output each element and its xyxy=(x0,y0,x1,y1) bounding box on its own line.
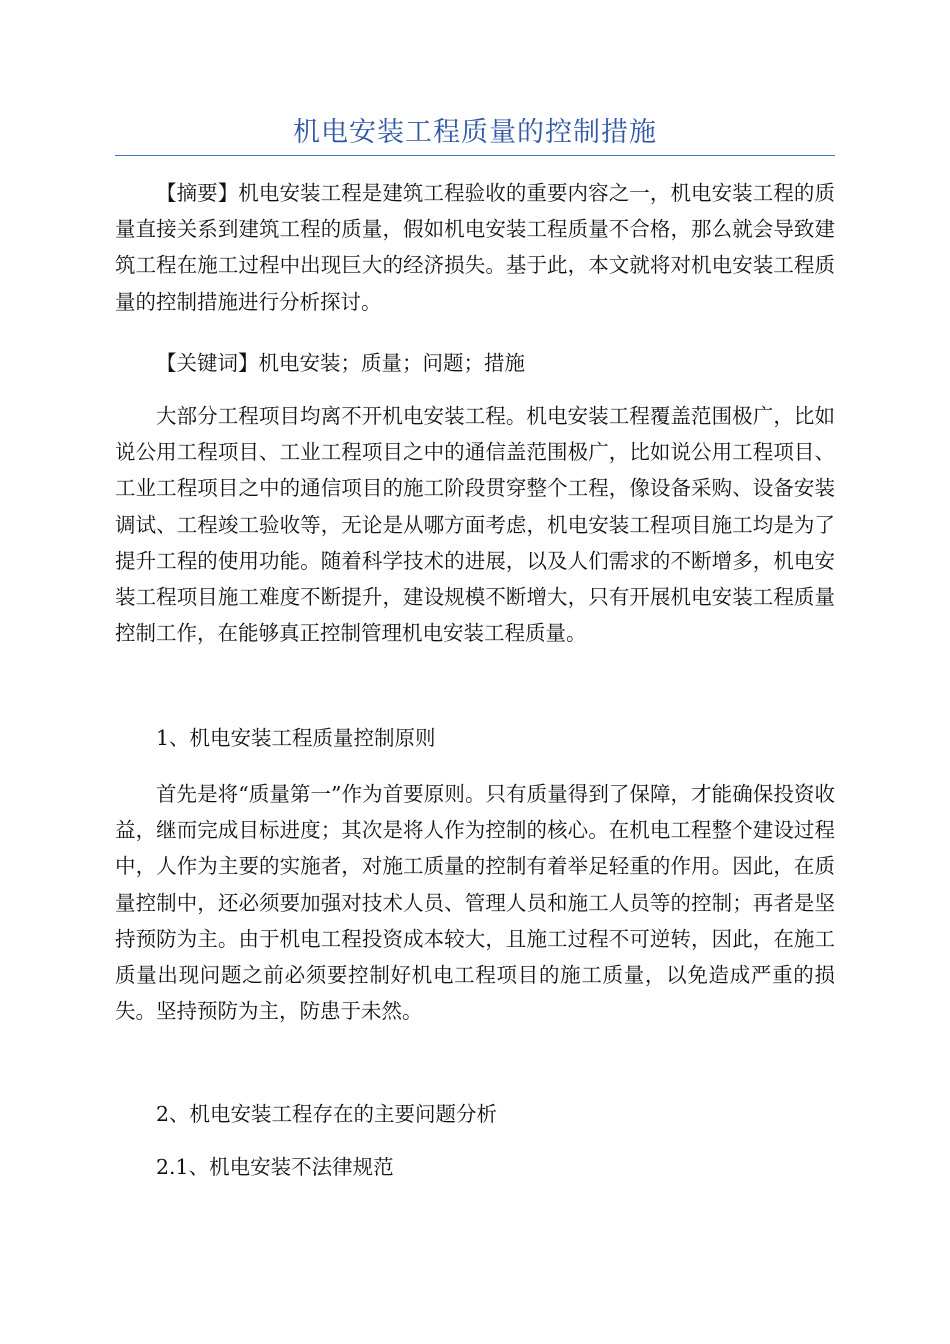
principles-paragraph: 首先是将“质量第一”作为首要原则。只有质量得到了保障，才能确保投资收益，继而完成目标进度；其次是将人作为控制的核心。在机电工程整个建设过程中，人作为主要的实施者，对施工质量的控制有着举足轻重的作用。因此，在质量控制中，还必须要加强对技术人员、管理人员和施工人员等的控制；再者是坚持预防为主。由于机电工程投资成本较大，且施工过程不可逆转，因此，在施工质量出现问题之前必须要控制好机电工程项目的施工质量，以免造成严重的损失。坚持预防为主，防患于未然。 xyxy=(115,782,835,1024)
intro-paragraph: 大部分工程项目均离不开机电安装工程。机电安装工程覆盖范围极广，比如说公用工程项目、工业工程项目之中的通信盖范围极广，比如说公用工程项目、工业工程项目之中的通信项目的施工阶段贯穿整个工程，像设备采购、设备安装调试、工程竣工验收等，无论是从哪方面考虑，机电安装工程项目施工均是为了提升工程的使用功能。随着科学技术的进展，以及人们需求的不断增多，机电安装工程项目施工难度不断提升，建设规模不断增大，只有开展机电安装工程质量控制工作，在能够真正控制管理机电安装工程质量。 xyxy=(115,404,835,646)
section-heading-1: 1、机电安装工程质量控制原则 xyxy=(156,726,436,750)
subsection-heading-2-1: 2.1、机电安装不法律规范 xyxy=(156,1155,394,1179)
document-title: 机电安装工程质量的控制措施 xyxy=(293,117,657,148)
abstract-paragraph: 【摘要】机电安装工程是建筑工程验收的重要内容之一，机电安装工程的质量直接关系到建筑工程的质量，假如机电安装工程质量不合格，那么就会导致建筑工程在施工过程中出现巨大的经济损失。基于此，本文就将对机电安装工程质量的控制措施进行分析探讨。 xyxy=(115,181,835,314)
keywords-paragraph: 【关键词】机电安装；质量；问题；措施 xyxy=(156,351,525,375)
title-underline xyxy=(115,155,835,156)
section-heading-2: 2、机电安装工程存在的主要问题分析 xyxy=(156,1102,498,1126)
